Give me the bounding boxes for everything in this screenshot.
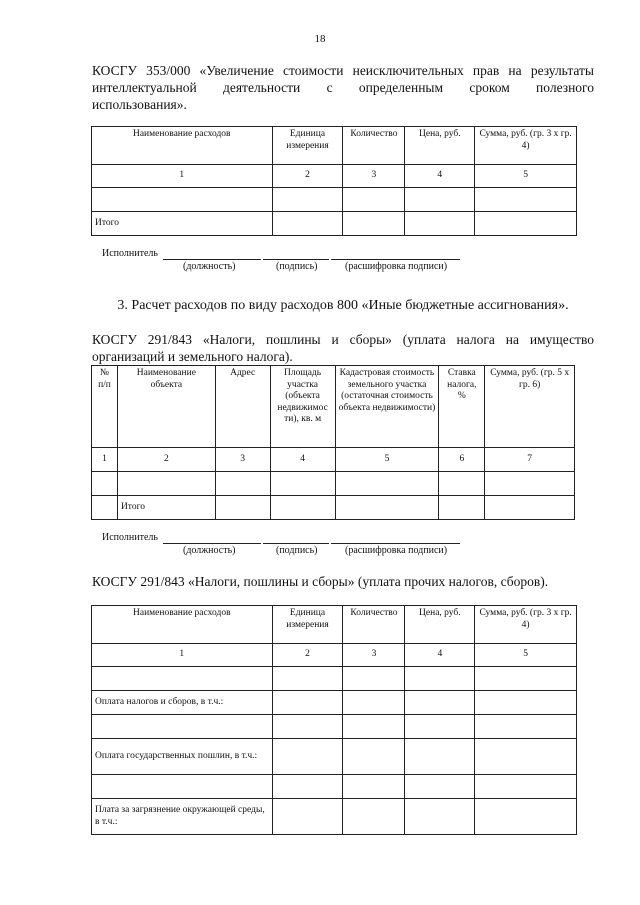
row-label: Плата за загрязнение окружающей среды, в т.ч.: [92,799,273,835]
section2-title-line2: организаций и земельного налога). [92,349,293,364]
table-header-row [92,366,575,448]
section3-title: КОСГУ 291/843 «Налоги, пошлины и сборы» (уплата прочих налогов, сборов). [92,574,549,589]
table-cell[interactable] [343,212,405,236]
table-row [92,472,575,496]
column-number: 1 [92,165,273,188]
table-cell[interactable] [215,496,270,520]
table-cell[interactable] [272,715,343,739]
header-cell: Ставка налога, % [439,366,485,448]
column-number: 6 [439,448,485,472]
position-line[interactable] [163,543,261,544]
table-cell[interactable] [405,739,475,775]
header-cell: Единица измерения [272,606,343,644]
section1-title [92,62,594,113]
header-cell: Наименование расходов [92,127,273,165]
signature-line[interactable] [263,543,329,544]
section1-title-line3: использования». [92,97,187,112]
signature-block [0,248,640,276]
position-caption: (должность) [183,261,236,272]
column-number-row [92,165,577,188]
section-heading: 3. Расчет расходов по виду расходов 800 «Иные бюджетные ассигнования». [117,298,569,313]
position-line[interactable] [163,259,261,260]
page-number: 18 [314,33,326,45]
column-number: 3 [215,448,270,472]
decoding-line[interactable] [331,259,460,260]
table-cell[interactable] [270,472,335,496]
table-cell[interactable] [335,496,439,520]
column-number: 7 [485,448,575,472]
row-label: Оплата налогов и сборов, в т.ч.: [92,691,273,715]
signature-caption: (подпись) [276,261,318,272]
total-label: Итого [117,496,215,520]
section1-title-line1: КОСГУ 353/000 «Увеличение стоимости неисключительных прав на результаты [92,63,594,78]
table-cell[interactable] [215,472,270,496]
table-cell[interactable] [272,212,343,236]
table-cell[interactable] [272,691,343,715]
signature-block [0,532,640,560]
table-row [92,667,577,691]
header-cell: Сумма, руб. (гр. 3 х гр. 4) [475,127,577,165]
decoding-caption: (расшифровка подписи) [345,545,448,556]
header-cell: Сумма, руб. (гр. 3 х гр. 4) [475,606,577,644]
table-cell[interactable] [272,667,343,691]
table-cell[interactable] [270,496,335,520]
table-cell[interactable] [475,188,577,212]
column-number: 4 [405,165,475,188]
column-number: 5 [475,165,577,188]
column-number: 4 [270,448,335,472]
total-row [92,212,577,236]
executor-label: Исполнитель [102,532,158,543]
table-cell[interactable] [475,775,577,799]
header-cell: Адрес [215,366,270,448]
table-cell[interactable] [272,188,343,212]
column-number: 2 [272,165,343,188]
table-cell[interactable] [405,799,475,835]
header-cell: № п/п [92,366,118,448]
decoding-caption: (расшифровка подписи) [345,261,448,272]
header-cell: Наименование объекта [117,366,215,448]
table-row [92,691,577,715]
table-cell[interactable] [475,715,577,739]
table-cell[interactable] [92,667,273,691]
column-number: 1 [92,448,118,472]
header-cell: Площадь участка (объекта недвижимос ти), кв. м [270,366,335,448]
table-cell[interactable] [439,496,485,520]
row-label: Оплата государственных пошлин, в т.ч.: [92,739,273,775]
header-cell: Количество [343,127,405,165]
table-section3 [91,605,577,835]
total-label: Итого [92,212,273,236]
table-row [92,739,577,775]
signature-line[interactable] [263,259,329,260]
column-number: 1 [92,644,273,667]
header-cell: Кадастровая стоимость земельного участка (остаточная стоимость объекта недвижимости) [335,366,439,448]
table-cell[interactable] [343,799,405,835]
total-row [92,496,575,520]
section1-title-line2: интеллектуальной деятельности с определенным сроком полезного [92,80,594,95]
table-cell[interactable] [343,775,405,799]
column-number: 2 [272,644,343,667]
table-cell[interactable] [272,799,343,835]
column-number-row [92,644,577,667]
table-cell[interactable] [405,667,475,691]
table-row [92,188,577,212]
table-header-row [92,127,577,165]
table-section2 [91,365,575,520]
table-cell[interactable] [475,799,577,835]
table-cell[interactable] [475,667,577,691]
header-cell: Количество [343,606,405,644]
table-cell[interactable] [405,188,475,212]
column-number: 2 [117,448,215,472]
table-cell[interactable] [343,739,405,775]
executor-label: Исполнитель [102,248,158,259]
table-cell[interactable] [272,775,343,799]
table-cell[interactable] [405,212,475,236]
table-cell[interactable] [405,775,475,799]
table-cell[interactable] [485,472,575,496]
table-cell[interactable] [485,496,575,520]
section2-title-line1: КОСГУ 291/843 «Налоги, пошлины и сборы» (уплата налога на имущество [92,332,594,347]
table-cell[interactable] [335,472,439,496]
table-cell[interactable] [117,472,215,496]
table-cell[interactable] [92,715,273,739]
column-number: 3 [343,165,405,188]
column-number: 3 [343,644,405,667]
table-cell[interactable] [475,739,577,775]
column-number-row [92,448,575,472]
table-cell[interactable] [405,691,475,715]
table-row [92,715,577,739]
table-cell[interactable] [92,188,273,212]
column-number: 5 [335,448,439,472]
table-cell[interactable] [92,472,118,496]
table-header-row [92,606,577,644]
table-cell[interactable] [439,472,485,496]
table-section1 [91,126,577,236]
column-number: 4 [405,644,475,667]
header-cell: Сумма, руб. (гр. 5 х гр. 6) [485,366,575,448]
table-cell[interactable] [343,715,405,739]
table-row [92,799,577,835]
position-caption: (должность) [183,545,236,556]
table-row [92,775,577,799]
header-cell: Единица измерения [272,127,343,165]
table-cell[interactable] [343,188,405,212]
header-cell: Цена, руб. [405,606,475,644]
signature-caption: (подпись) [276,545,318,556]
table-cell[interactable] [272,739,343,775]
table-cell[interactable] [405,715,475,739]
section2-title [92,331,594,365]
decoding-line[interactable] [331,543,460,544]
column-number: 5 [475,644,577,667]
table-cell[interactable] [343,667,405,691]
header-cell: Наименование расходов [92,606,273,644]
table-cell[interactable] [92,775,273,799]
header-cell: Цена, руб. [405,127,475,165]
table-cell[interactable] [475,212,577,236]
table-cell[interactable] [92,496,118,520]
table-cell[interactable] [475,691,577,715]
table-cell[interactable] [343,691,405,715]
